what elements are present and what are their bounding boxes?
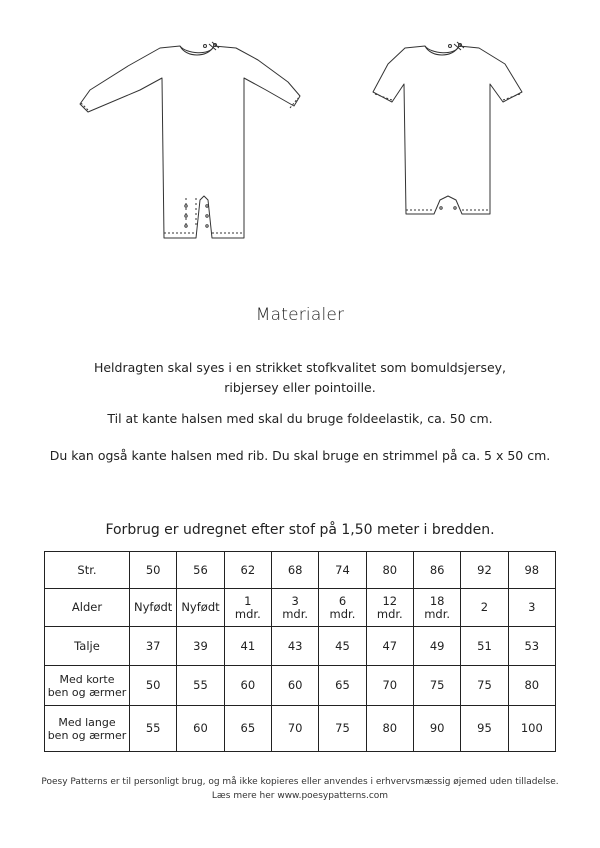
- table-cell: [177, 666, 224, 706]
- cell-text: mdr.: [234, 606, 261, 621]
- table-cell: [319, 627, 366, 666]
- cell-text: mdr.: [376, 606, 403, 621]
- table-cell: [130, 666, 177, 706]
- table-row: [45, 706, 556, 752]
- row-header: [45, 552, 130, 589]
- table-cell: [130, 552, 177, 589]
- table-cell: [461, 666, 508, 706]
- table-cell: [508, 627, 555, 666]
- row-header-text: Alder: [71, 600, 103, 614]
- table-cell: [366, 552, 413, 589]
- cell-text: 43: [287, 638, 303, 653]
- table-cell: [413, 589, 460, 627]
- table-cell: [224, 627, 271, 666]
- table-cell: [413, 552, 460, 589]
- cell-text: Nyfødt: [181, 600, 220, 614]
- cell-text: 60: [193, 721, 208, 735]
- table-cell: [461, 552, 508, 589]
- footer: [0, 775, 600, 803]
- table-cell: [319, 666, 366, 706]
- table-caption: Forbrug er udregnet efter stof på 1,50 meter i bredden.: [105, 522, 495, 538]
- cell-text: 86: [429, 562, 445, 577]
- elastic-paragraph: Til at kante halsen med skal du bruge foldeelastik, ca. 50 cm.: [107, 411, 493, 426]
- table-cell: [271, 627, 318, 666]
- cell-text: 1: [244, 593, 252, 608]
- table-cell: [319, 552, 366, 589]
- footer-website: Læs mere her www.poesypatterns.com: [211, 791, 389, 801]
- cell-text: 95: [477, 721, 492, 735]
- rib-paragraph: Du kan også kante halsen med rib. Du skal bruge en strimmel på ca. 5 x 50 cm.: [49, 448, 551, 463]
- table-cell: [224, 666, 271, 706]
- cell-text: 75: [477, 678, 492, 692]
- table-cell: [508, 666, 555, 706]
- cell-text: 55: [145, 721, 161, 735]
- cell-text: 18: [429, 593, 445, 608]
- table-cell: [366, 627, 413, 666]
- row-header-text: ben og ærmer: [47, 728, 127, 742]
- cell-text: 41: [240, 638, 256, 653]
- size-table: [44, 551, 556, 752]
- cell-text: 50: [145, 562, 161, 577]
- materials-line-1: Heldragten skal syes i en strikket stofkvalitet som bomuldsjersey,: [93, 360, 507, 375]
- cell-text: 65: [240, 721, 256, 735]
- row-header: [45, 706, 130, 752]
- cell-text: 50: [145, 678, 161, 692]
- cell-text: 75: [429, 678, 445, 692]
- row-header: [45, 666, 130, 706]
- cell-text: 74: [335, 562, 350, 577]
- table-cell: [177, 627, 224, 666]
- cell-text: 80: [524, 678, 540, 692]
- table-row: [45, 552, 556, 589]
- table-cell: [177, 552, 224, 589]
- table-cell: [461, 706, 508, 752]
- row-header-text: Med lange: [58, 715, 116, 729]
- cell-text: 70: [287, 721, 303, 735]
- materials-paragraph: [40, 358, 560, 398]
- cell-text: 65: [335, 678, 350, 692]
- table-cell: [319, 706, 366, 752]
- table-cell: [319, 589, 366, 627]
- table-cell: [508, 552, 555, 589]
- cell-text: mdr.: [424, 606, 451, 621]
- cell-text: 49: [429, 638, 445, 653]
- cell-text: mdr.: [282, 606, 309, 621]
- row-header-text: Talje: [74, 638, 100, 653]
- table-cell: [224, 552, 271, 589]
- row-header-text: Str.: [77, 562, 97, 577]
- cell-text: 2: [480, 600, 489, 614]
- table-cell: [271, 589, 318, 627]
- row-header-text: Med korte: [59, 672, 115, 686]
- table-cell: [130, 589, 177, 627]
- garment-illustrations: [0, 30, 600, 270]
- table-cell: [224, 706, 271, 752]
- table-cell: [366, 589, 413, 627]
- table-cell: [271, 552, 318, 589]
- cell-text: 45: [335, 638, 350, 653]
- cell-text: 12: [382, 593, 398, 608]
- cell-text: 90: [429, 721, 445, 735]
- table-cell: [271, 666, 318, 706]
- row-header-text: ben og ærmer: [47, 685, 127, 699]
- cell-text: Nyfødt: [134, 600, 173, 614]
- table-cell: [508, 589, 555, 627]
- table-cell: [461, 627, 508, 666]
- table-cell: [130, 627, 177, 666]
- cell-text: 6: [338, 593, 347, 608]
- table-cell: [366, 666, 413, 706]
- cell-text: mdr.: [329, 606, 356, 621]
- cell-text: 100: [520, 721, 543, 735]
- table-row: [45, 666, 556, 706]
- cell-text: 62: [240, 562, 256, 577]
- table-cell: [130, 706, 177, 752]
- table-cell: [413, 706, 460, 752]
- cell-text: 55: [193, 678, 208, 692]
- cell-text: 37: [145, 638, 161, 653]
- long-sleeve-romper-illustration: [80, 42, 300, 238]
- row-header: [45, 589, 130, 627]
- table-cell: [461, 589, 508, 627]
- section-heading: Materialer: [255, 305, 345, 325]
- footer-copyright: Poesy Patterns er til personligt brug, og må ikke kopieres eller anvendes i erhvervsmæssig øjemed uden tilladelse.: [41, 777, 559, 787]
- size-table-body: [45, 552, 556, 752]
- short-sleeve-romper-illustration: [373, 42, 522, 214]
- cell-text: 75: [335, 721, 350, 735]
- cell-text: 68: [287, 562, 303, 577]
- cell-text: 53: [524, 638, 540, 653]
- table-cell: [508, 706, 555, 752]
- table-cell: [224, 589, 271, 627]
- table-cell: [413, 666, 460, 706]
- cell-text: 60: [287, 678, 303, 692]
- cell-text: 56: [193, 562, 208, 577]
- table-cell: [366, 706, 413, 752]
- cell-text: 70: [382, 678, 398, 692]
- cell-text: 80: [382, 721, 398, 735]
- table-cell: [177, 589, 224, 627]
- table-row: [45, 627, 556, 666]
- cell-text: 80: [382, 562, 398, 577]
- table-cell: [177, 706, 224, 752]
- cell-text: 51: [477, 638, 492, 653]
- cell-text: 39: [193, 638, 208, 653]
- table-row: [45, 589, 556, 627]
- cell-text: 92: [477, 562, 492, 577]
- row-header: [45, 627, 130, 666]
- cell-text: 3: [291, 593, 299, 608]
- table-cell: [271, 706, 318, 752]
- cell-text: 98: [524, 562, 540, 577]
- cell-text: 3: [528, 600, 536, 614]
- cell-text: 47: [382, 638, 398, 653]
- table-cell: [413, 627, 460, 666]
- materials-line-2: ribjersey eller pointoille.: [224, 380, 376, 395]
- cell-text: 60: [240, 678, 256, 692]
